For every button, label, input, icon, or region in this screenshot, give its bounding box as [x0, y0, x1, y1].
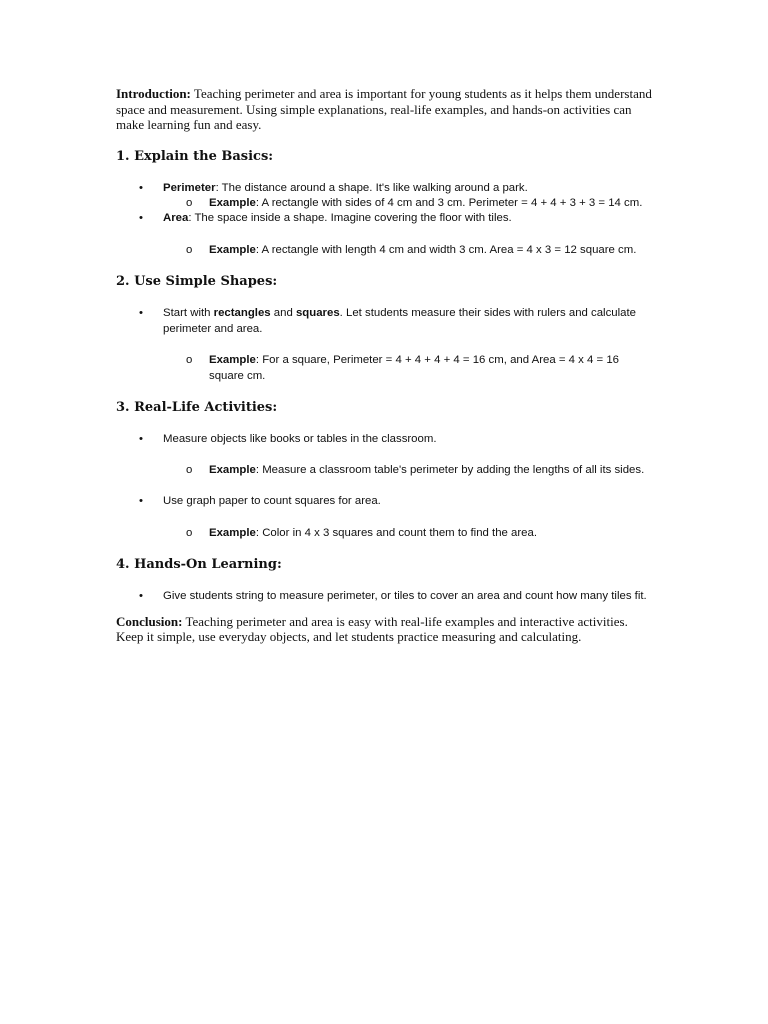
list-item: [116, 431, 656, 447]
intro-paragraph: [116, 86, 656, 133]
sub-list-item: [116, 352, 656, 384]
conclusion-paragraph: [116, 614, 656, 645]
example-label: Example: [209, 463, 256, 476]
sub-list-item: [116, 462, 656, 478]
section-3-heading: 3. Real-Life Activities:: [116, 399, 278, 415]
conclusion-text: Teaching perimeter and area is easy with real-life examples and interactive activities. Keep it simple, use everyday objects, and let students practice measuring and calculating.: [116, 613, 628, 644]
example-label: Example: [209, 243, 256, 256]
bullet-marker: •: [139, 432, 143, 445]
item-text: Measure objects like books or tables in the classroom.: [163, 432, 437, 445]
item-text: Use graph paper to count squares for area.: [163, 494, 381, 507]
item-text: . Let students measure their sides with rulers and calculate perimeter and area.: [163, 306, 636, 335]
term: rectangles: [213, 306, 271, 319]
list-item: [116, 210, 656, 226]
section-4-heading: 4. Hands-On Learning:: [116, 556, 282, 572]
example-text: : For a square, Perimeter = 4 + 4 + 4 + 4 = 16 cm, and Area = 4 x 4 = 16 square cm.: [209, 353, 619, 382]
bullet-marker: •: [139, 211, 143, 224]
example-label: Example: [209, 353, 256, 366]
sub-bullet-marker: o: [186, 243, 193, 256]
term: Area: [163, 211, 189, 224]
example-label: Example: [209, 196, 256, 209]
item-text: and: [270, 306, 296, 319]
term-definition: : The space inside a shape. Imagine covering the floor with tiles.: [188, 211, 512, 224]
list-item: [116, 493, 656, 509]
document-page: [116, 86, 656, 645]
example-text: : Measure a classroom table's perimeter by adding the lengths of all its sides.: [255, 463, 645, 476]
sub-bullet-marker: o: [186, 196, 193, 209]
term: Perimeter: [163, 181, 216, 194]
bullet-marker: •: [139, 589, 143, 602]
sub-list-item: [116, 195, 656, 211]
term-definition: : The distance around a shape. It's like walking around a park.: [215, 181, 528, 194]
sub-bullet-marker: o: [186, 353, 193, 366]
conclusion-label: Conclusion:: [116, 613, 183, 629]
list-item: [116, 180, 656, 196]
item-text: Give students string to measure perimeter, or tiles to cover an area and count how many tiles fit.: [163, 589, 647, 602]
example-label: Example: [209, 526, 256, 539]
example-text: : A rectangle with length 4 cm and width 3 cm. Area = 4 x 3 = 12 square cm.: [255, 243, 637, 256]
sub-bullet-marker: o: [186, 526, 193, 539]
section-1-heading: 1. Explain the Basics:: [116, 148, 274, 164]
item-text: Start with: [163, 306, 214, 319]
list-item: [116, 588, 656, 604]
intro-text: Teaching perimeter and area is important for young students as it helps them understand space and measurement. Using simple explanations, real-life examples, and hands-on activities can make learning fun and easy.: [116, 86, 652, 132]
list-item: [116, 305, 656, 337]
sub-list-item: [116, 242, 656, 258]
bullet-marker: •: [139, 306, 143, 319]
section-2-heading: 2. Use Simple Shapes:: [116, 273, 278, 289]
sub-bullet-marker: o: [186, 463, 193, 476]
intro-label: Introduction:: [116, 86, 191, 101]
example-text: : A rectangle with sides of 4 cm and 3 cm. Perimeter = 4 + 4 + 3 + 3 = 14 cm.: [255, 196, 643, 209]
example-text: : Color in 4 x 3 squares and count them to find the area.: [255, 526, 537, 539]
bullet-marker: •: [139, 181, 143, 194]
bullet-marker: •: [139, 494, 143, 507]
sub-list-item: [116, 525, 656, 541]
term: squares: [295, 306, 340, 319]
